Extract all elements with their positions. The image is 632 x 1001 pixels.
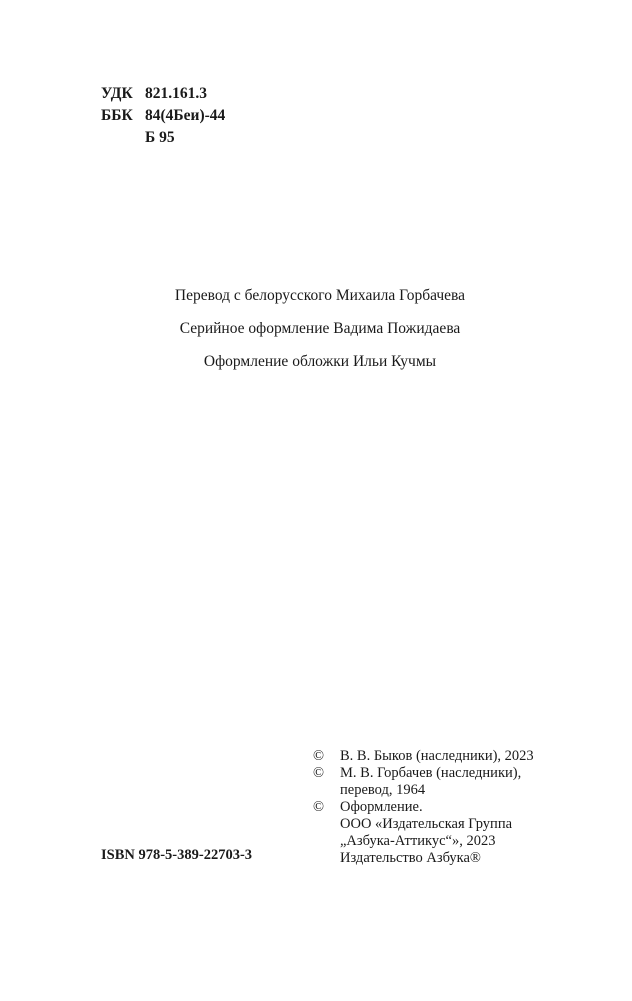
udk-value: 821.161.3	[145, 85, 207, 102]
udk-row	[101, 83, 225, 105]
author-mark-row	[101, 127, 225, 149]
author-mark-spacer	[101, 127, 145, 149]
copyright-sign: ©	[313, 799, 325, 815]
bbk-value: 84(4Беи)-44	[145, 107, 226, 124]
copyright-line: М. В. Горбачев (наследники),	[340, 765, 522, 781]
copyright-line: В. В. Быков (наследники), 2023	[340, 748, 534, 764]
bbk-row	[101, 105, 225, 127]
author-mark: Б 95	[145, 129, 175, 146]
copyright-line: перевод, 1964	[340, 782, 426, 798]
isbn: ISBN 978-5-389-22703-3	[101, 847, 253, 863]
udk-label: УДК	[101, 85, 133, 102]
series-design-credit: Серийное оформление Вадима Пожидаева	[179, 320, 461, 337]
cover-design-credit: Оформление обложки Ильи Кучмы	[203, 353, 437, 370]
credits-block	[0, 283, 632, 382]
copyright-sign: ©	[313, 765, 325, 781]
translator-credit: Перевод с белорусского Михаила Горбачева	[174, 287, 466, 304]
copyright-line: ООО «Издательская Группа	[340, 816, 513, 832]
copyright-entry-translation	[313, 765, 534, 799]
copyright-block	[313, 748, 534, 867]
copyright-entry-design	[313, 799, 534, 867]
copyright-sign: ©	[313, 748, 325, 764]
copyright-line: Оформление.	[340, 799, 423, 815]
copyright-line: „Азбука-Аттикус“», 2023	[340, 833, 496, 849]
copyright-entry-author	[313, 748, 534, 765]
bbk-label: ББК	[101, 107, 133, 124]
copyright-line: Издательство Азбука®	[340, 850, 481, 866]
classification-block	[101, 83, 225, 149]
